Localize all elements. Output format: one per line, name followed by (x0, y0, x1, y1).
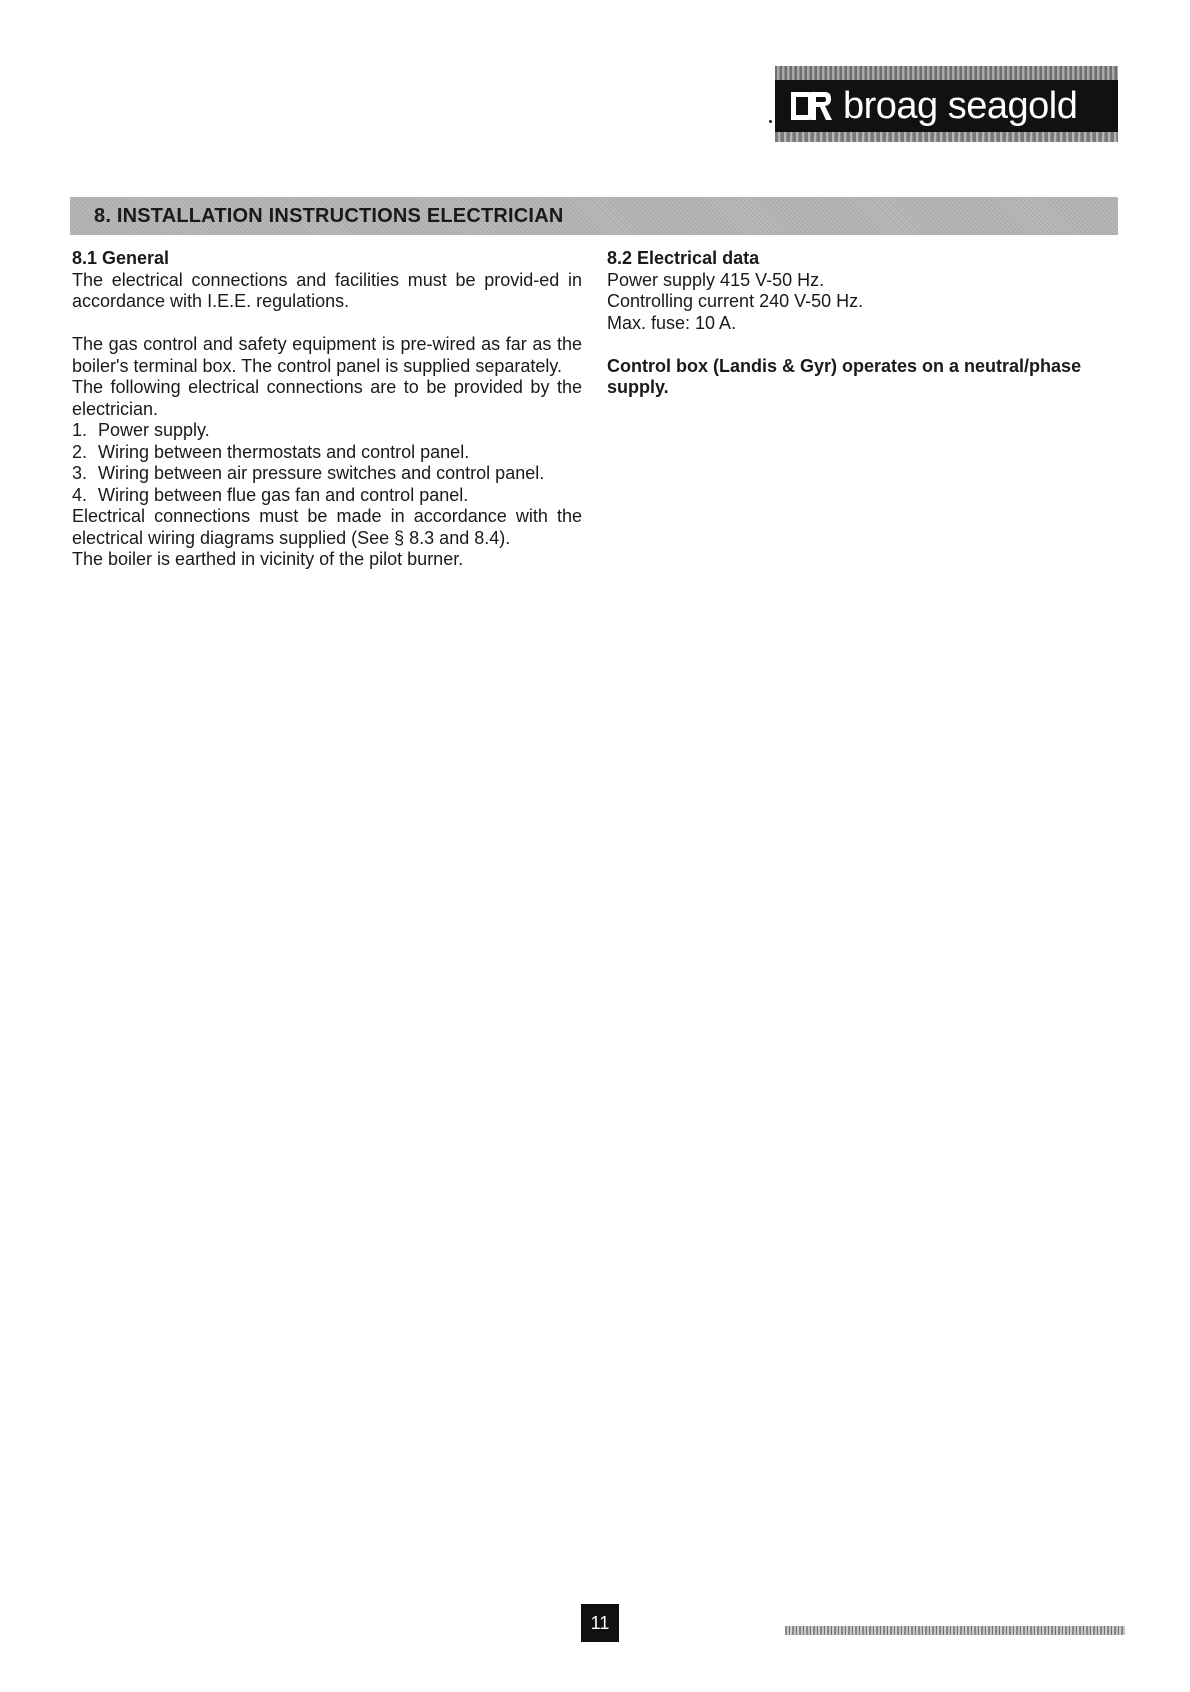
list-item-text: Wiring between thermostats and control panel. (98, 441, 470, 462)
page-number: 11 (581, 1604, 619, 1642)
logo-dot (769, 120, 772, 123)
list-item-number: 3. (72, 463, 88, 483)
control-box-note: Control box (Landis & Gyr) operates on a neutral/phase supply. (607, 355, 1082, 397)
electrical-data-heading: 8.2 Electrical data (607, 248, 760, 268)
general-column (72, 248, 582, 571)
connections-list (72, 420, 582, 506)
electrical-data-column (607, 248, 1119, 399)
list-item-text: Power supply. (98, 420, 210, 440)
spacer (72, 313, 582, 335)
spacer (607, 334, 1119, 356)
max-fuse-line: Max. fuse: 10 A. (607, 312, 737, 333)
list-item-number: 4. (72, 484, 88, 505)
logo-box (775, 80, 1118, 132)
list-item (72, 442, 582, 464)
power-supply-line: Power supply 415 V-50 Hz. (607, 269, 825, 290)
general-paragraph-4: The boiler is earthed in vicinity of the pilot burner. (72, 549, 464, 569)
list-item (72, 420, 582, 442)
general-paragraph-3: Electrical connections must be made in accordance with the electrical wiring diagrams supplied (See § 8.3 and 8.4). (72, 506, 582, 548)
list-item-text: Wiring between flue gas fan and control panel. (98, 484, 469, 505)
logo-band-bottom (775, 132, 1118, 142)
list-item-text: Wiring between air pressure switches and control panel. (98, 463, 545, 483)
list-item-number: 1. (72, 420, 88, 440)
footer-band (785, 1626, 1125, 1635)
logo-band-top (775, 66, 1118, 80)
brand-name: broag seagold (843, 85, 1078, 127)
list-item (72, 463, 582, 485)
general-paragraph-2: The following electrical connections are to be provided by the electrician. (72, 377, 582, 419)
general-paragraph-1: The gas control and safety equipment is pre-wired as far as the boiler's terminal box. The control panel is supplied separately. (72, 334, 582, 376)
section-title: 8. INSTALLATION INSTRUCTIONS ELECTRICIAN (94, 205, 564, 227)
controlling-current-line: Controlling current 240 V-50 Hz. (607, 291, 864, 311)
section-header (70, 197, 1118, 235)
broag-logo-mark-icon (789, 90, 833, 122)
brand-logo (775, 66, 1118, 146)
list-item (72, 485, 582, 507)
list-item-number: 2. (72, 441, 88, 462)
general-intro: The electrical connections and facilities must be provid-ed in accordance with I.E.E. regulations. (72, 269, 582, 311)
general-heading: 8.1 General (72, 248, 170, 268)
